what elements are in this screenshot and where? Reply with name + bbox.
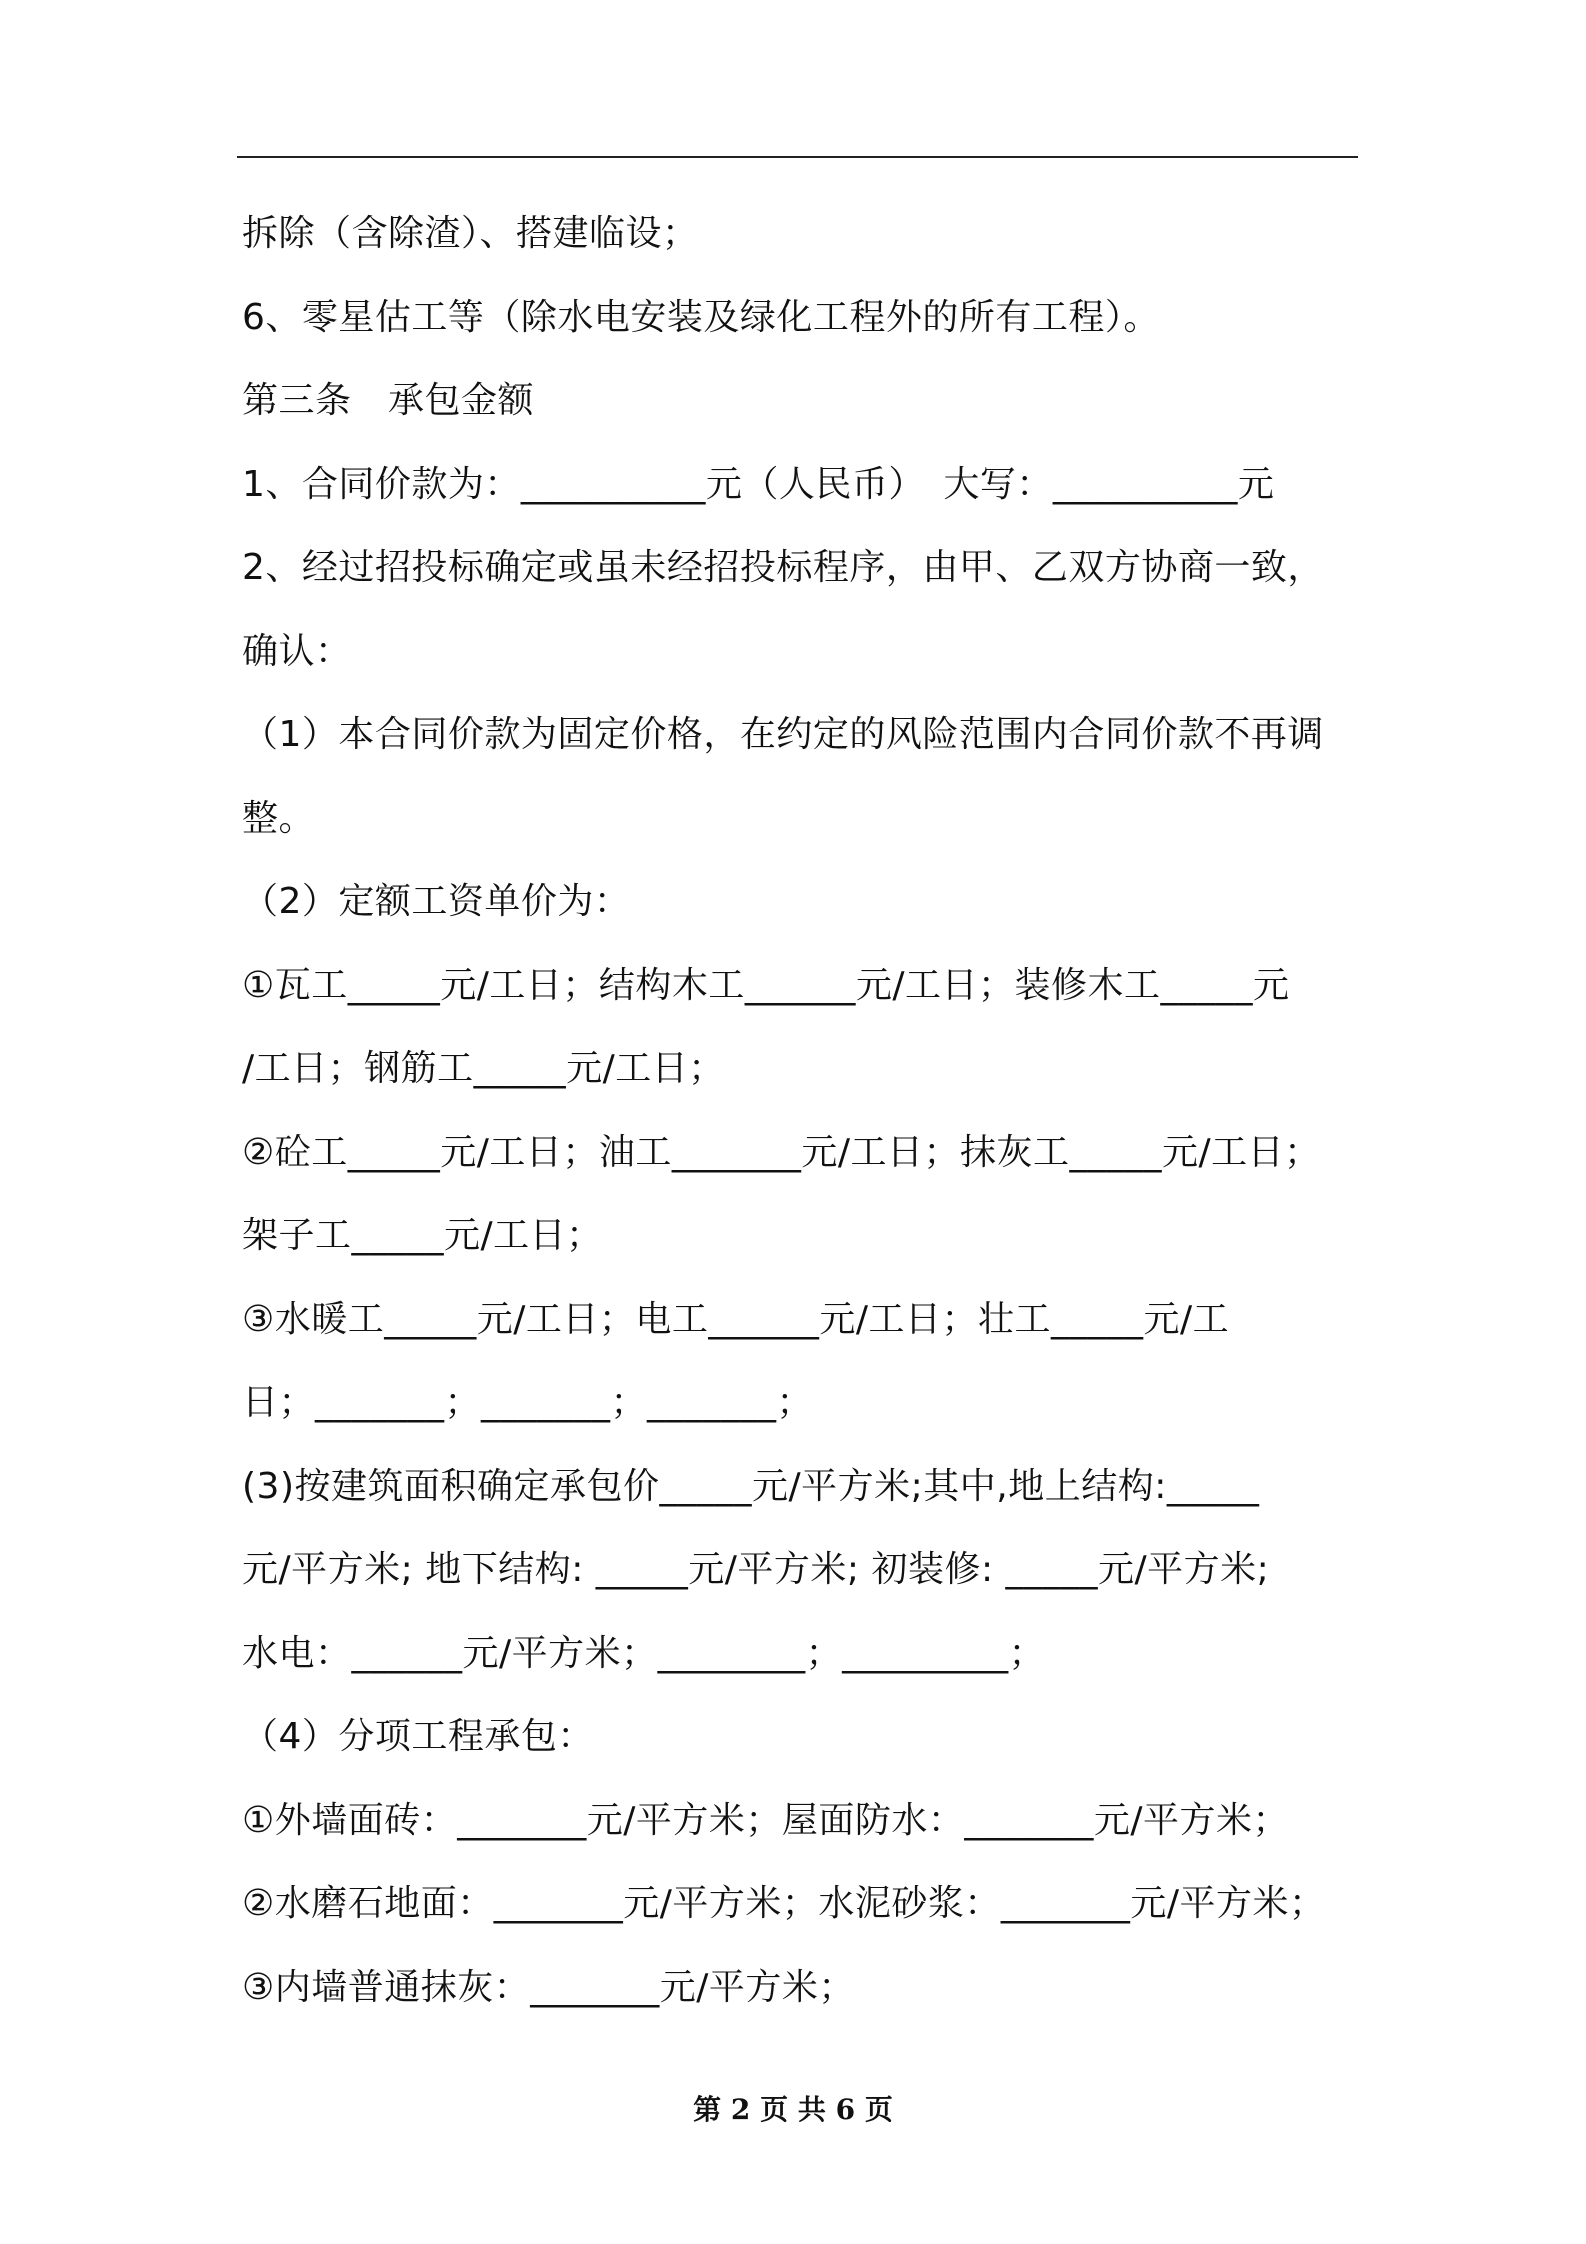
text-line: ①外墙面砖：_______元/平方米；屋面防水：_______元/平方米； <box>242 1799 1290 1841</box>
text-line: /工日；钢筋工_____元/工日； <box>242 1048 725 1089</box>
text-line: (3)按建筑面积确定承包价_____元/平方米;其中,地上结构:_____ <box>242 1465 1260 1507</box>
page-number-footer: 第 2 页 共 6 页 <box>693 2093 893 2126</box>
text-line: （4）分项工程承包： <box>242 1716 594 1757</box>
text-line: 整。 <box>242 797 316 839</box>
text-line: （1）本合同价款为固定价格，在约定的风险范围内合同价款不再调 <box>242 714 1324 755</box>
text-line: 架子工_____元/工日； <box>242 1215 603 1256</box>
text-line: 1、合同价款为：__________元（人民币） 大写：__________元 <box>242 463 1275 505</box>
text-line: ②砼工_____元/工日；油工_______元/工日；抹灰工_____元/工日； <box>242 1131 1321 1173</box>
text-line: 6、零星估工等（除水电安装及绿化工程外的所有工程）。 <box>242 296 1160 338</box>
text-line: 拆除（含除渣）、搭建临设； <box>242 213 699 254</box>
text-line: ①瓦工_____元/工日；结构木工______元/工日；装修木工_____元 <box>242 964 1290 1006</box>
text-line: ②水磨石地面：_______元/平方米；水泥砂浆：_______元/平方米； <box>242 1883 1326 1924</box>
section-heading: 第三条 承包金额 <box>242 380 535 421</box>
header-divider <box>237 156 1358 158</box>
text-line: 元/平方米; 地下结构: _____元/平方米; 初装修: _____元/平方米; <box>242 1549 1270 1590</box>
text-line: （2）定额工资单价为： <box>242 881 631 922</box>
text-line: ③水暖工_____元/工日；电工______元/工日；壮工_____元/工 <box>242 1298 1230 1340</box>
document-body <box>242 192 1372 2029</box>
text-line: 水电：______元/平方米；________；_________； <box>242 1632 1046 1674</box>
text-line: 日；_______；_______；_______； <box>242 1382 814 1423</box>
text-line: 确认： <box>242 630 352 672</box>
text-line: 2、经过招投标确定或虽未经招投标程序，由甲、乙双方协商一致， <box>242 547 1324 588</box>
text-line: ③内墙普通抹灰：_______元/平方米； <box>242 1966 855 2008</box>
